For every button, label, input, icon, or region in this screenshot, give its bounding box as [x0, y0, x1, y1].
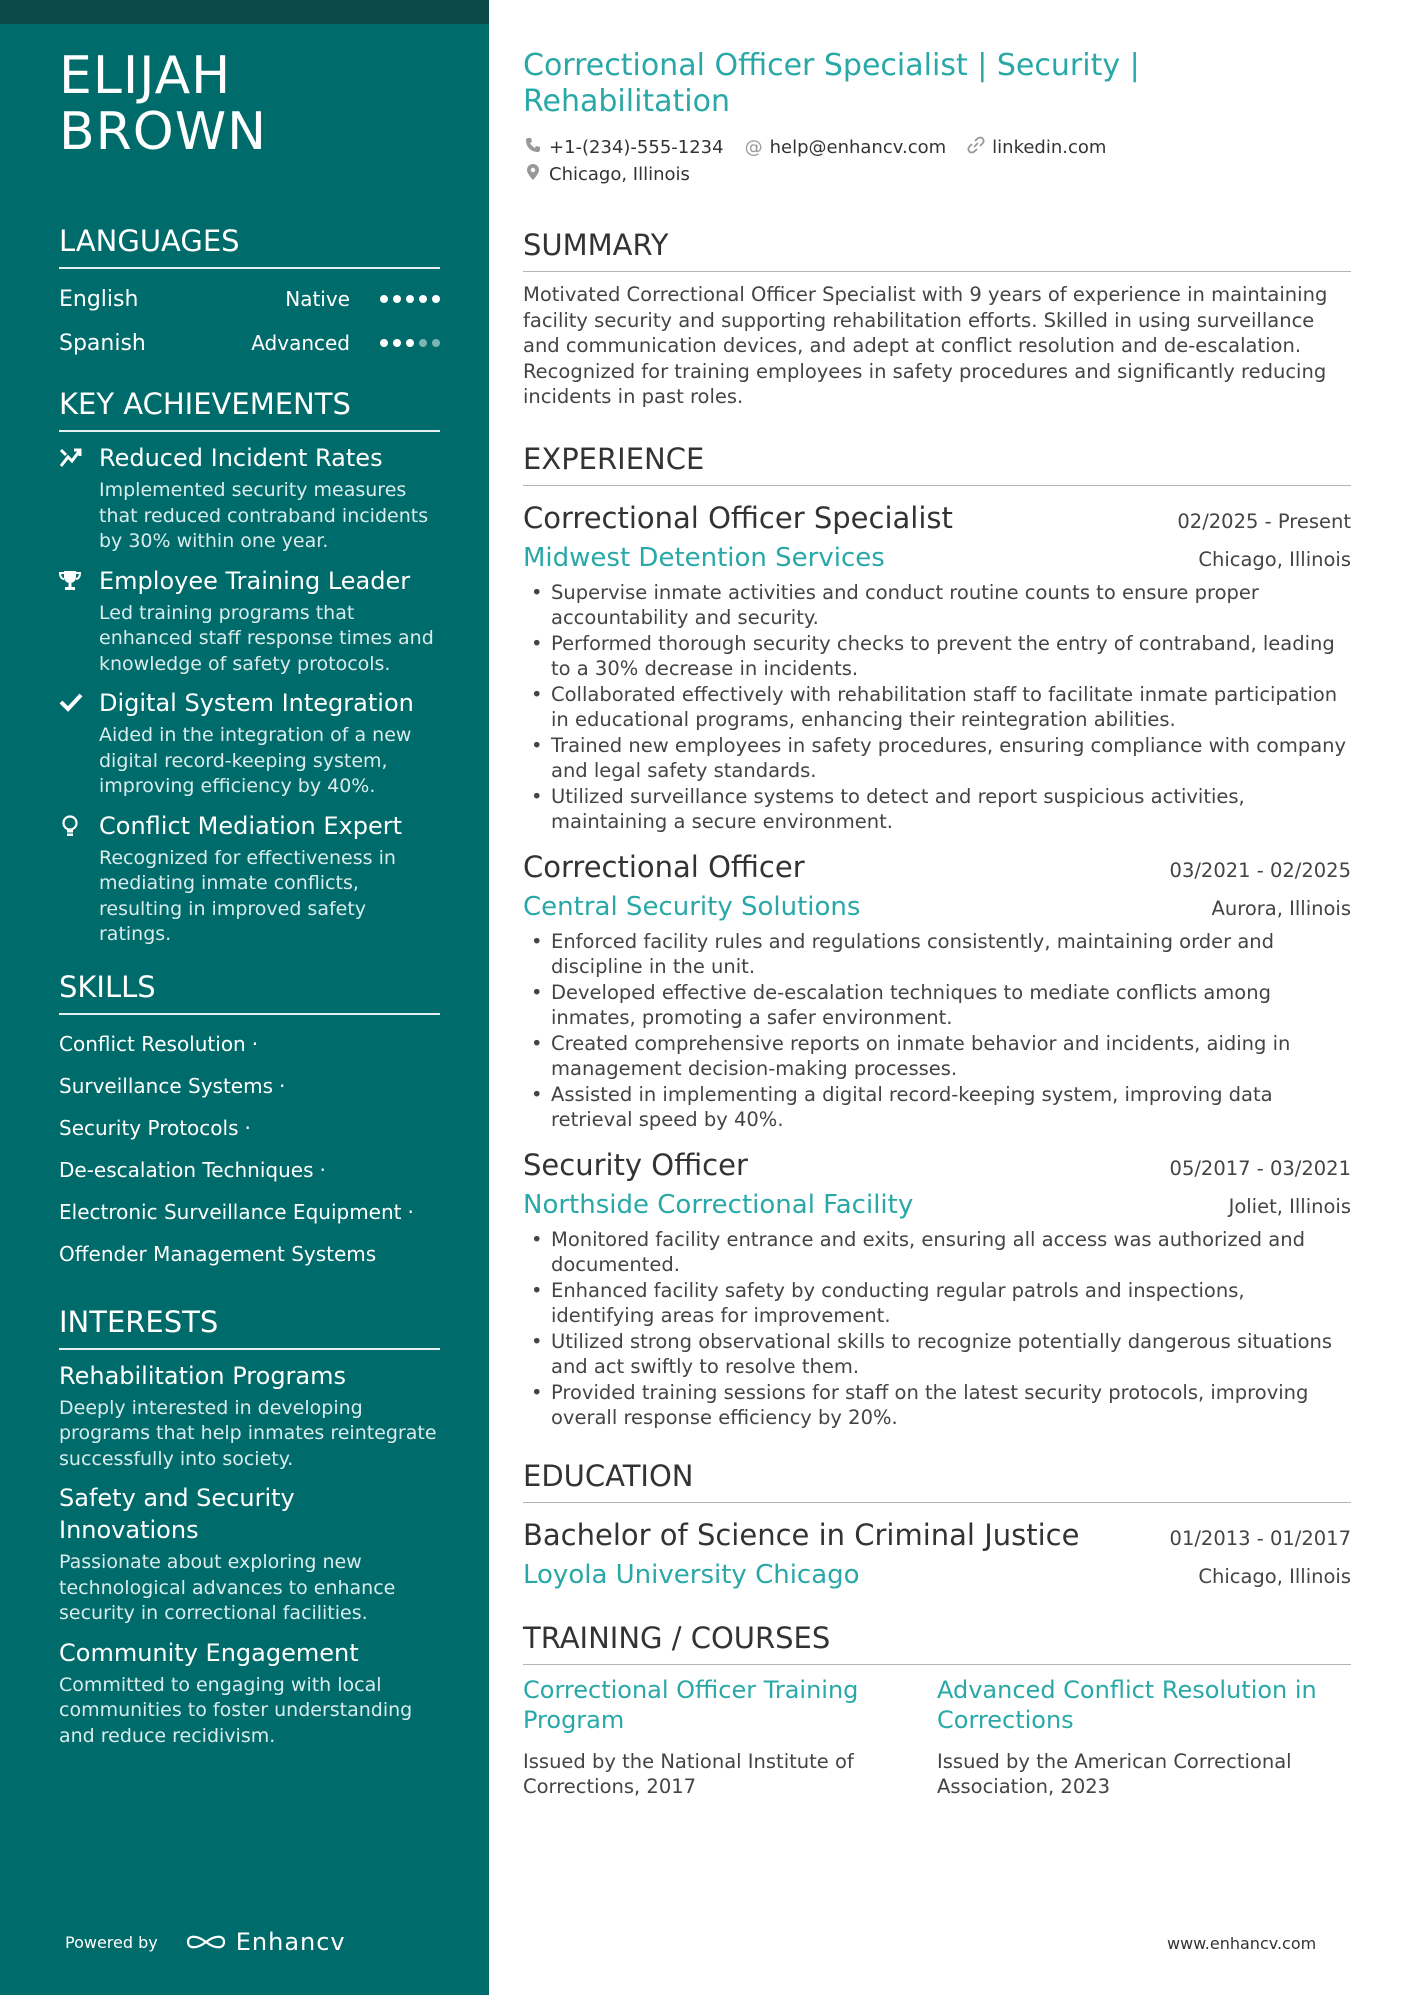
bullet-item: • Enforced facility rules and regulations consistently, maintaining order and discipline in the unit. — [523, 929, 1351, 980]
contact-row — [523, 161, 1351, 188]
language-level: Advanced — [251, 331, 350, 355]
job-location: Aurora, Illinois — [1211, 896, 1351, 920]
interests-heading: INTERESTS — [59, 1305, 440, 1350]
bullet-item: • Assisted in implementing a digital record-keeping system, improving data retrieval speed by 40%. — [523, 1082, 1351, 1133]
checkmark-icon — [59, 687, 99, 800]
interest-item — [59, 1360, 440, 1473]
map-pin-icon — [523, 163, 543, 186]
bullet-item: • Performed thorough security checks to prevent the entry of contraband, leading to a 30% decrease in incidents. — [523, 631, 1351, 682]
interest-item — [59, 1482, 440, 1627]
phone-item[interactable] — [523, 137, 724, 158]
location-text: Chicago, Illinois — [549, 164, 690, 185]
course-title: Advanced Conflict Resolution in Corrections — [937, 1675, 1317, 1734]
company-name: Central Security Solutions — [523, 891, 861, 922]
skill-label: Offender Management Systems — [59, 1241, 377, 1266]
bullet-item: • Created comprehensive reports on inmate behavior and incidents, aiding in management decision-making processes. — [523, 1031, 1351, 1082]
achievement-desc: Implemented security measures that reduced contraband incidents by 30% within one year. — [99, 479, 429, 552]
enhancv-logo-icon — [184, 1931, 228, 1953]
dot-filled — [406, 339, 414, 347]
interest-title: Safety and Security Innovations — [59, 1484, 295, 1544]
skill-label: Security Protocols — [59, 1115, 239, 1140]
contact-row — [523, 134, 1351, 161]
language-name: English — [59, 286, 139, 312]
phone-text: +1-(234)-555-1234 — [549, 137, 724, 158]
skill-item — [59, 1107, 440, 1149]
powered-by — [65, 1928, 346, 1956]
skill-label: Surveillance Systems — [59, 1073, 273, 1098]
summary-section — [523, 228, 1351, 410]
interest-desc: Committed to engaging with local communities to foster understanding and reduce recidivism. — [59, 1673, 413, 1747]
education-location: Chicago, Illinois — [1198, 1564, 1351, 1588]
proficiency-dots — [380, 339, 440, 347]
job-title: Correctional Officer Specialist — [523, 500, 953, 535]
job-bullets — [523, 580, 1351, 835]
dot-filled — [380, 339, 388, 347]
job-title: Security Officer — [523, 1147, 748, 1182]
languages-section — [59, 224, 440, 365]
bullet-item: • Provided training sessions for staff on the latest security protocols, improving overall response efficiency by 20%. — [523, 1380, 1351, 1431]
linkedin-item[interactable] — [966, 136, 1106, 159]
phone-icon — [523, 137, 543, 158]
skills-section — [59, 970, 440, 1275]
dot-filled — [419, 295, 427, 303]
language-row — [59, 277, 440, 321]
course-desc: Issued by the American Correctional Association, 2023 — [937, 1749, 1292, 1798]
skills-heading: SKILLS — [59, 970, 440, 1015]
achievement-desc: Recognized for effectiveness in mediating inmate conflicts, resulting in improved safety ratings. — [99, 846, 396, 945]
achievement-title: Employee Training Leader — [99, 566, 411, 595]
skill-separator: · — [279, 1073, 286, 1098]
job-title: Correctional Officer — [523, 849, 805, 884]
dot-filled — [393, 295, 401, 303]
achievement-desc: Led training programs that enhanced staff response times and knowledge of safety protocols. — [99, 601, 434, 675]
achievements-section — [59, 387, 440, 948]
footer-url[interactable]: www.enhancv.com — [1167, 1934, 1317, 1953]
skill-item — [59, 1233, 440, 1275]
interests-section — [59, 1305, 440, 1750]
achievement-title: Conflict Mediation Expert — [99, 811, 402, 840]
language-row — [59, 321, 440, 365]
achievements-heading: KEY ACHIEVEMENTS — [59, 387, 440, 432]
achievement-item — [59, 442, 440, 555]
bullet-item: • Utilized surveillance systems to detect and report suspicious activities, maintaining a secure environment. — [523, 784, 1351, 835]
job-entry — [523, 847, 1351, 1133]
achievement-item — [59, 687, 440, 800]
interest-desc: Passionate about exploring new technological advances to enhance security in correctional facilities. — [59, 1551, 396, 1624]
course-item — [523, 1675, 937, 1800]
skill-separator: · — [319, 1157, 326, 1182]
dot-filled — [406, 295, 414, 303]
language-level: Native — [285, 287, 350, 311]
languages-heading: LANGUAGES — [59, 224, 440, 269]
course-item — [937, 1675, 1351, 1800]
summary-text: Motivated Correctional Officer Specialist with 9 years of experience in maintaining facility security and supporting rehabilitation efforts. Skilled in using surveillance and communication devices, and adept at conflict resolution and de-escalation. Recognized for training employees in safety procedures and significantly reducing incidents in past roles. — [523, 283, 1328, 408]
experience-section — [523, 442, 1351, 1431]
powered-by-label: Powered by — [65, 1932, 158, 1952]
job-entry — [523, 1145, 1351, 1431]
skill-label: De-escalation Techniques — [59, 1157, 314, 1182]
link-icon — [966, 136, 986, 159]
job-entry — [523, 498, 1351, 835]
brand-logo[interactable] — [184, 1928, 346, 1956]
contact-info — [523, 134, 1351, 188]
course-title: Correctional Officer Training Program — [523, 1675, 859, 1734]
dot-filled — [393, 339, 401, 347]
linkedin-text: linkedin.com — [992, 137, 1107, 158]
achievement-title: Reduced Incident Rates — [99, 444, 383, 472]
dot-filled — [380, 295, 388, 303]
skill-separator: · — [244, 1115, 251, 1140]
sidebar-top-band — [0, 0, 489, 24]
bullet-item: • Monitored facility entrance and exits, ensuring all access was authorized and documented. — [523, 1227, 1351, 1278]
achievement-item — [59, 565, 440, 678]
skill-item — [59, 1191, 440, 1233]
email-text: help@enhancv.com — [769, 137, 947, 158]
interest-title: Rehabilitation Programs — [59, 1361, 347, 1390]
brand-name: Enhancv — [235, 1928, 346, 1956]
company-name: Midwest Detention Services — [523, 542, 885, 573]
chart-icon — [59, 442, 99, 555]
interest-desc: Deeply interested in developing programs that help inmates reintegrate successfully into society. — [59, 1396, 437, 1470]
sidebar — [0, 0, 489, 1995]
lightbulb-icon — [59, 810, 99, 948]
job-date: 02/2025 - Present — [1177, 509, 1351, 533]
education-section — [523, 1459, 1351, 1593]
education-heading: EDUCATION — [523, 1459, 1351, 1503]
job-headline: Correctional Officer Specialist | Security | Rehabilitation — [523, 48, 1140, 119]
dot-filled — [432, 295, 440, 303]
dot-empty — [419, 339, 427, 347]
skill-separator: · — [407, 1199, 414, 1224]
achievement-desc: Aided in the integration of a new digital record-keeping system, improving efficiency by 40%. — [99, 724, 412, 797]
candidate-name: ELIJAH BROWN — [59, 46, 268, 162]
skill-label: Electronic Surveillance Equipment — [59, 1199, 402, 1224]
achievement-title: Digital System Integration — [99, 689, 414, 717]
skill-item — [59, 1149, 440, 1191]
bullet-item: • Trained new employees in safety procedures, ensuring compliance with company and legal safety standards. — [523, 733, 1351, 784]
bullet-item: • Utilized strong observational skills to recognize potentially dangerous situations and act swiftly to resolve them. — [523, 1329, 1351, 1380]
email-item[interactable] — [744, 137, 947, 158]
summary-heading: SUMMARY — [523, 228, 1351, 272]
language-name: Spanish — [59, 330, 146, 356]
trophy-icon — [59, 565, 99, 678]
education-entry — [523, 1515, 1351, 1593]
education-date: 01/2013 - 01/2017 — [1169, 1526, 1351, 1550]
job-date: 05/2017 - 03/2021 — [1169, 1156, 1351, 1180]
location-item — [523, 163, 690, 186]
proficiency-dots — [380, 295, 440, 303]
main-content — [523, 48, 1351, 1800]
school-name: Loyola University Chicago — [523, 1559, 860, 1590]
skill-item — [59, 1023, 440, 1065]
training-section — [523, 1621, 1351, 1800]
company-name: Northside Correctional Facility — [523, 1189, 914, 1220]
dot-empty — [432, 339, 440, 347]
job-location: Joliet, Illinois — [1228, 1194, 1351, 1218]
job-date: 03/2021 - 02/2025 — [1169, 858, 1351, 882]
job-bullets — [523, 929, 1351, 1133]
training-heading: TRAINING / COURSES — [523, 1621, 1351, 1665]
skill-separator: · — [251, 1031, 259, 1056]
course-list — [523, 1675, 1351, 1800]
bullet-item: • Enhanced facility safety by conducting regular patrols and inspections, identifying areas for improvement. — [523, 1278, 1351, 1329]
bullet-item: • Collaborated effectively with rehabilitation staff to facilitate inmate participation in educational programs, enhancing their reintegration abilities. — [523, 682, 1351, 733]
interest-item — [59, 1637, 440, 1750]
experience-heading: EXPERIENCE — [523, 442, 1351, 486]
interest-title: Community Engagement — [59, 1638, 359, 1667]
at-icon: @ — [744, 137, 763, 158]
degree: Bachelor of Science in Criminal Justice — [523, 1517, 1080, 1552]
bullet-item: • Supervise inmate activities and conduct routine counts to ensure proper accountability and security. — [523, 580, 1351, 631]
skill-item — [59, 1065, 440, 1107]
job-bullets — [523, 1227, 1351, 1431]
achievement-item — [59, 810, 440, 948]
course-desc: Issued by the National Institute of Corrections, 2017 — [523, 1749, 854, 1798]
skill-label: Conflict Resolution — [59, 1031, 246, 1056]
job-location: Chicago, Illinois — [1198, 547, 1351, 571]
bullet-item: • Developed effective de-escalation techniques to mediate conflicts among inmates, promoting a safer environment. — [523, 980, 1351, 1031]
